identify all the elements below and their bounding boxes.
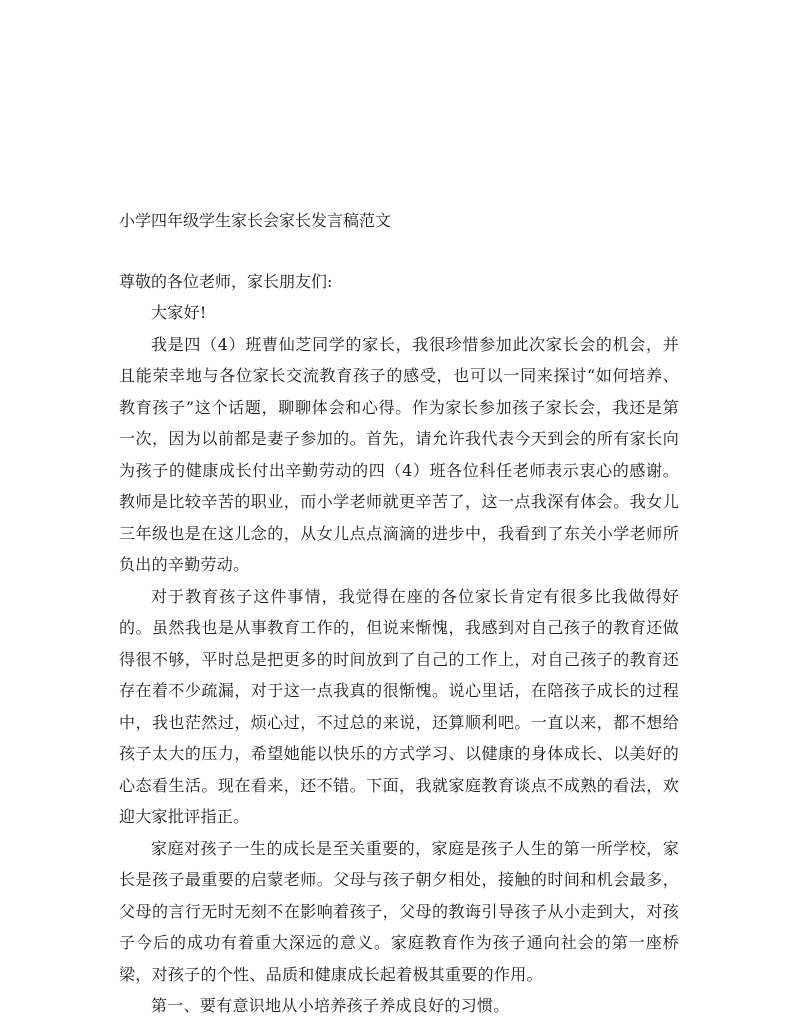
paragraph-point-one: 第一、要有意识地从小培养孩子养成良好的习惯。 bbox=[151, 996, 510, 1015]
paragraph-family-education: 家庭对孩子一生的成长是至关重要的，家庭是孩子人生的第一所学校，家长是孩子最重要的启蒙老师。父母与孩子朝夕相处，接触的时间和机会最多，父母的言行无时无刻不在影响着孩子，父母的教诲引导孩子从小走到大，对孩子今后的成功有着重大深远的意义。家庭教育作为孩子通向社会的第一座桥梁，对孩子的个性、品质和健康成长起着极其重要的作用。 bbox=[119, 838, 679, 984]
document-title: 小学四年级学生家长会家长发言稿范文 bbox=[119, 211, 392, 230]
salutation: 尊敬的各位老师，家长朋友们: bbox=[119, 272, 333, 291]
paragraph-greeting: 大家好! bbox=[151, 303, 207, 322]
document-body bbox=[119, 297, 679, 1022]
paragraph-introduction: 我是四（4）班曹仙芝同学的家长，我很珍惜参加此次家长会的机会，并且能荣幸地与各位家长交流教育孩子的感受，也可以一同来探讨“如何培养、教育孩子”这个话题，聊聊体会和心得。作为家长参加孩子家长会，我还是第一次，因为以前都是妻子参加的。首先，请允许我代表今天到会的所有家长向为孩子的健康成长付出辛勤劳动的四（4）班各位科任老师表示衷心的感谢。教师是比较辛苦的职业，而小学老师就更辛苦了，这一点我深有体会。我女儿三年级也是在这儿念的，从女儿点点滴滴的进步中，我看到了东关小学老师所负出的辛勤劳动。 bbox=[119, 334, 679, 574]
paragraph-reflection: 对于教育孩子这件事情，我觉得在座的各位家长肯定有很多比我做得好的。虽然我也是从事教育工作的，但说来惭愧，我感到对自己孩子的教育还做得很不够，平时总是把更多的时间放到了自己的工作上，对自己孩子的教育还存在着不少疏漏，对于这一点我真的很惭愧。说心里话，在陪孩子成长的过程中，我也茫然过，烦心过，不过总的来说，还算顺利吧。一直以来，都不想给孩子太大的压力，希望她能以快乐的方式学习、以健康的身体成长、以美好的心态看生活。现在看来，还不错。下面，我就家庭教育谈点不成熟的看法，欢迎大家批评指正。 bbox=[119, 586, 679, 826]
